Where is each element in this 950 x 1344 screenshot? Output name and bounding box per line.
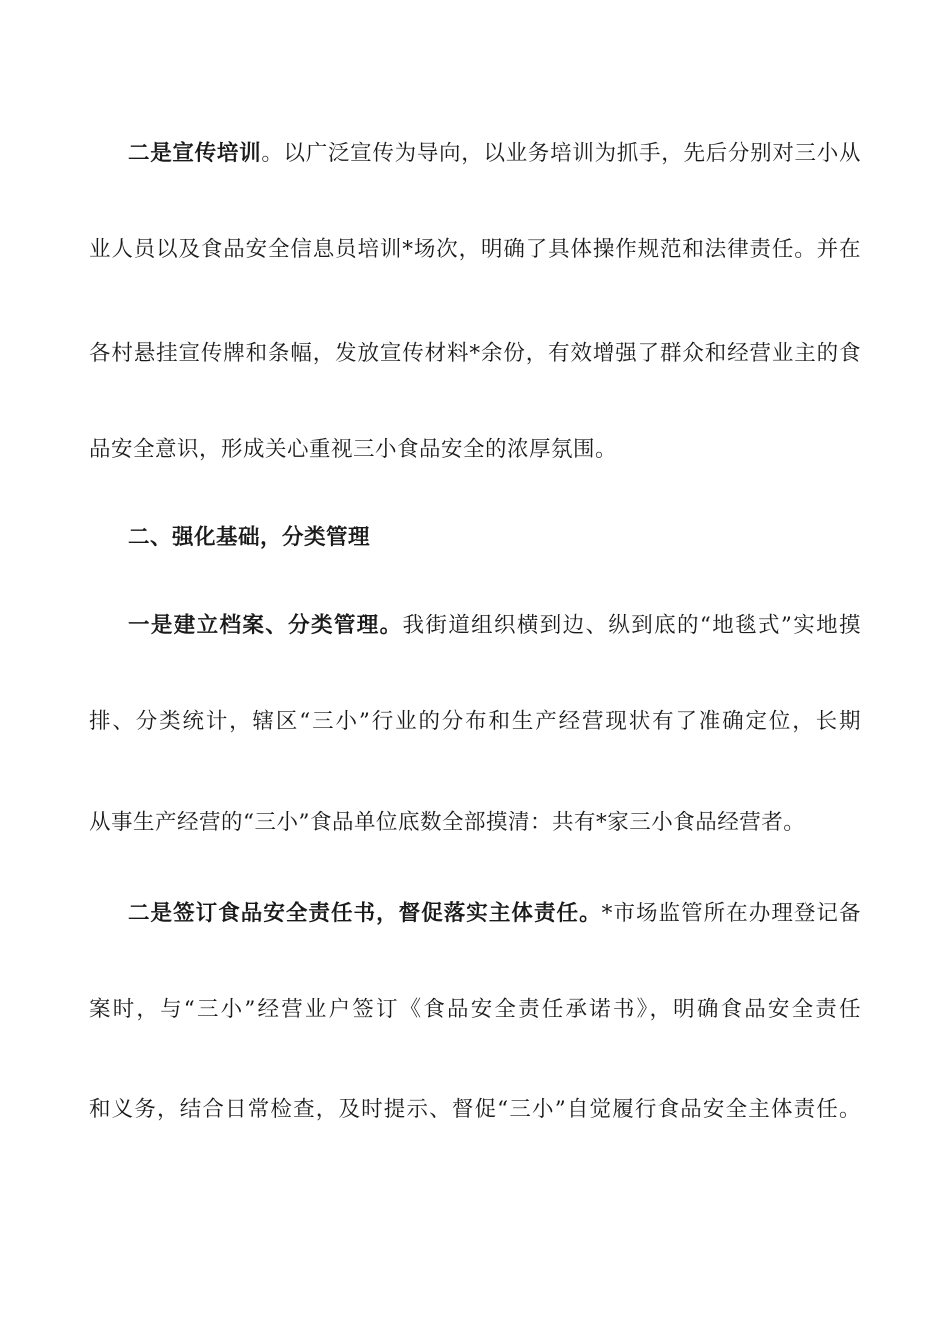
paragraph-2-line-3: 从事生产经营的“三小”食品单位底数全部摸清：共有*家三小食品经营者。 [89, 810, 806, 835]
paragraph-3-line-1 [128, 898, 861, 930]
paragraph-1-line-3: 各村悬挂宣传牌和条幅，发放宣传材料*余份，有效增强了群众和经营业主的食 [89, 341, 861, 366]
paragraph-2-line-2: 排、分类统计，辖区“三小”行业的分布和生产经营现状有了准确定位，长期 [89, 709, 861, 734]
paragraph-1-text: 。以广泛宣传为导向，以业务培训为抓手，先后分别对三小从 [261, 141, 861, 166]
paragraph-2-line-1 [128, 610, 861, 642]
paragraph-2-text: 我街道组织横到边、纵到底的“地毯式”实地摸 [402, 613, 861, 638]
paragraph-1-line-1 [128, 138, 861, 170]
paragraph-3-line-2: 案时，与“三小”经营业户签订《食品安全责任承诺书》，明确食品安全责任 [89, 997, 861, 1022]
paragraph-1-line-4: 品安全意识，形成关心重视三小食品安全的浓厚氛围。 [89, 437, 618, 462]
paragraph-1-line-2: 业人员以及食品安全信息员培训*场次，明确了具体操作规范和法律责任。并在 [89, 237, 861, 262]
paragraph-1-lead: 二是宣传培训 [128, 141, 262, 166]
paragraph-3-text: *市场监管所在办理登记备 [601, 901, 861, 926]
paragraph-3-lead: 二是签订食品安全责任书，督促落实主体责任。 [128, 901, 602, 926]
paragraph-2-lead: 一是建立档案、分类管理。 [128, 613, 403, 638]
paragraph-3-line-3: 和义务，结合日常检查，及时提示、督促“三小”自觉履行食品安全主体责任。 [89, 1097, 861, 1122]
section-heading: 二、强化基础，分类管理 [128, 525, 371, 550]
